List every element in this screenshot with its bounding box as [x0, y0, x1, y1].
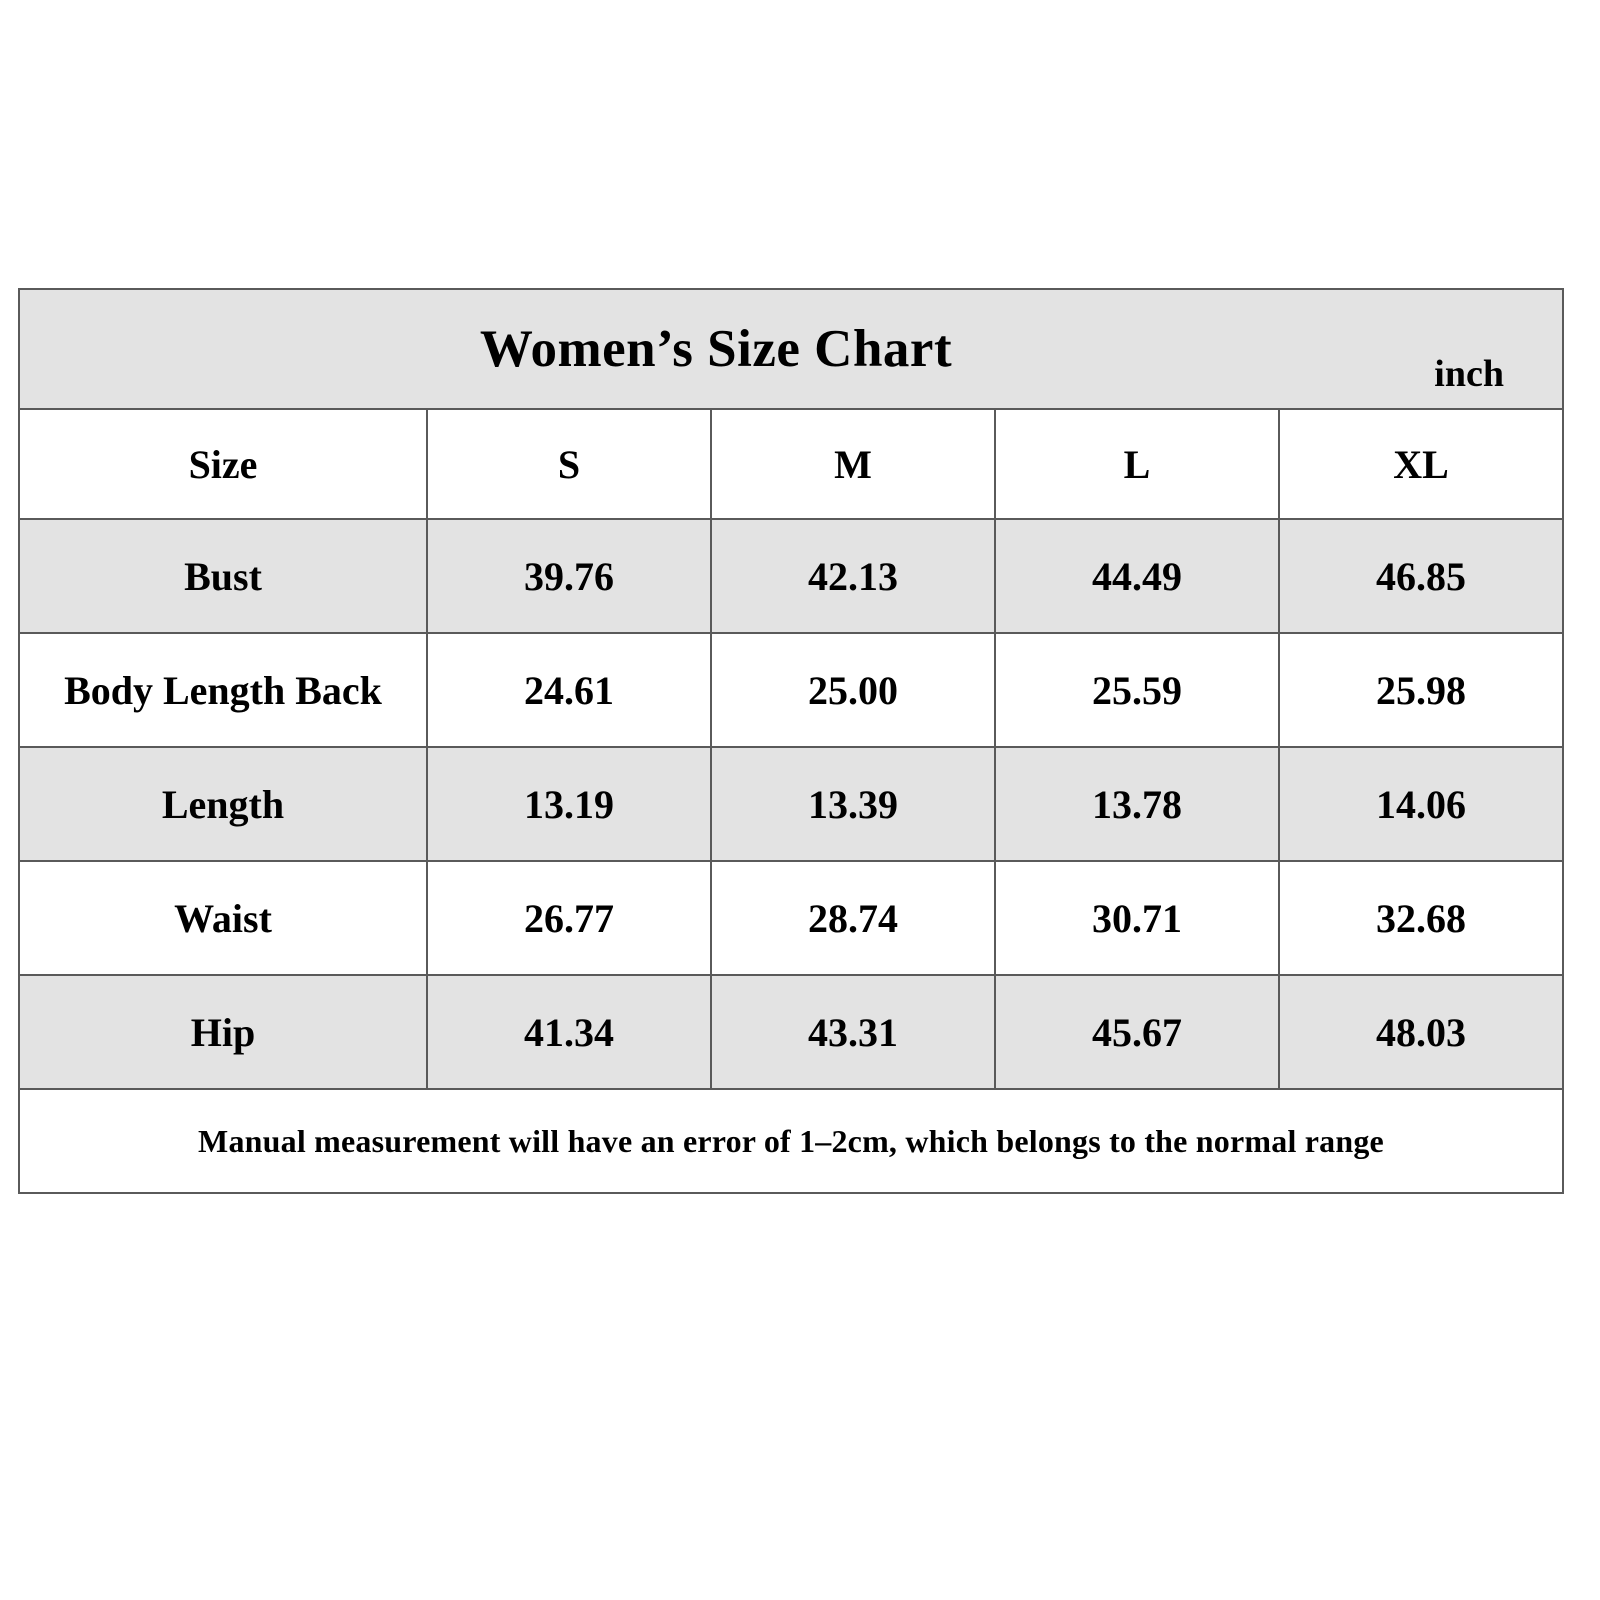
cell-hip-l: 45.67: [995, 975, 1279, 1089]
row-label-bust: Bust: [19, 519, 427, 633]
chart-title-cell: [19, 289, 1563, 409]
cell-bust-xl: 46.85: [1279, 519, 1563, 633]
cell-length-l: 13.78: [995, 747, 1279, 861]
cell-waist-s: 26.77: [427, 861, 711, 975]
measurement-note: Manual measurement will have an error of 1–2cm, which belongs to the normal range: [19, 1089, 1563, 1193]
size-chart-table: [18, 288, 1564, 1194]
cell-bust-s: 39.76: [427, 519, 711, 633]
table-row: [19, 633, 1563, 747]
table-row: [19, 519, 1563, 633]
cell-hip-xl: 48.03: [1279, 975, 1563, 1089]
table-row: [19, 975, 1563, 1089]
column-header-size: Size: [19, 409, 427, 519]
cell-length-s: 13.19: [427, 747, 711, 861]
table-row: [19, 861, 1563, 975]
row-label-body-length-back: Body Length Back: [19, 633, 427, 747]
unit-label: inch: [1434, 353, 1504, 395]
size-chart-container: [18, 288, 1564, 1194]
cell-bust-m: 42.13: [711, 519, 995, 633]
cell-waist-xl: 32.68: [1279, 861, 1563, 975]
column-header-m: M: [711, 409, 995, 519]
row-label-hip: Hip: [19, 975, 427, 1089]
cell-length-xl: 14.06: [1279, 747, 1563, 861]
cell-body-length-back-s: 24.61: [427, 633, 711, 747]
table-header-row: [19, 409, 1563, 519]
cell-body-length-back-l: 25.59: [995, 633, 1279, 747]
column-header-s: S: [427, 409, 711, 519]
table-row: [19, 747, 1563, 861]
title-row: [19, 289, 1563, 409]
column-header-xl: XL: [1279, 409, 1563, 519]
note-row: [19, 1089, 1563, 1193]
page-title: Women’s Size Chart: [479, 320, 953, 378]
cell-bust-l: 44.49: [995, 519, 1279, 633]
cell-hip-s: 41.34: [427, 975, 711, 1089]
cell-length-m: 13.39: [711, 747, 995, 861]
cell-waist-m: 28.74: [711, 861, 995, 975]
row-label-waist: Waist: [19, 861, 427, 975]
cell-waist-l: 30.71: [995, 861, 1279, 975]
column-header-l: L: [995, 409, 1279, 519]
row-label-length: Length: [19, 747, 427, 861]
cell-body-length-back-m: 25.00: [711, 633, 995, 747]
cell-hip-m: 43.31: [711, 975, 995, 1089]
cell-body-length-back-xl: 25.98: [1279, 633, 1563, 747]
